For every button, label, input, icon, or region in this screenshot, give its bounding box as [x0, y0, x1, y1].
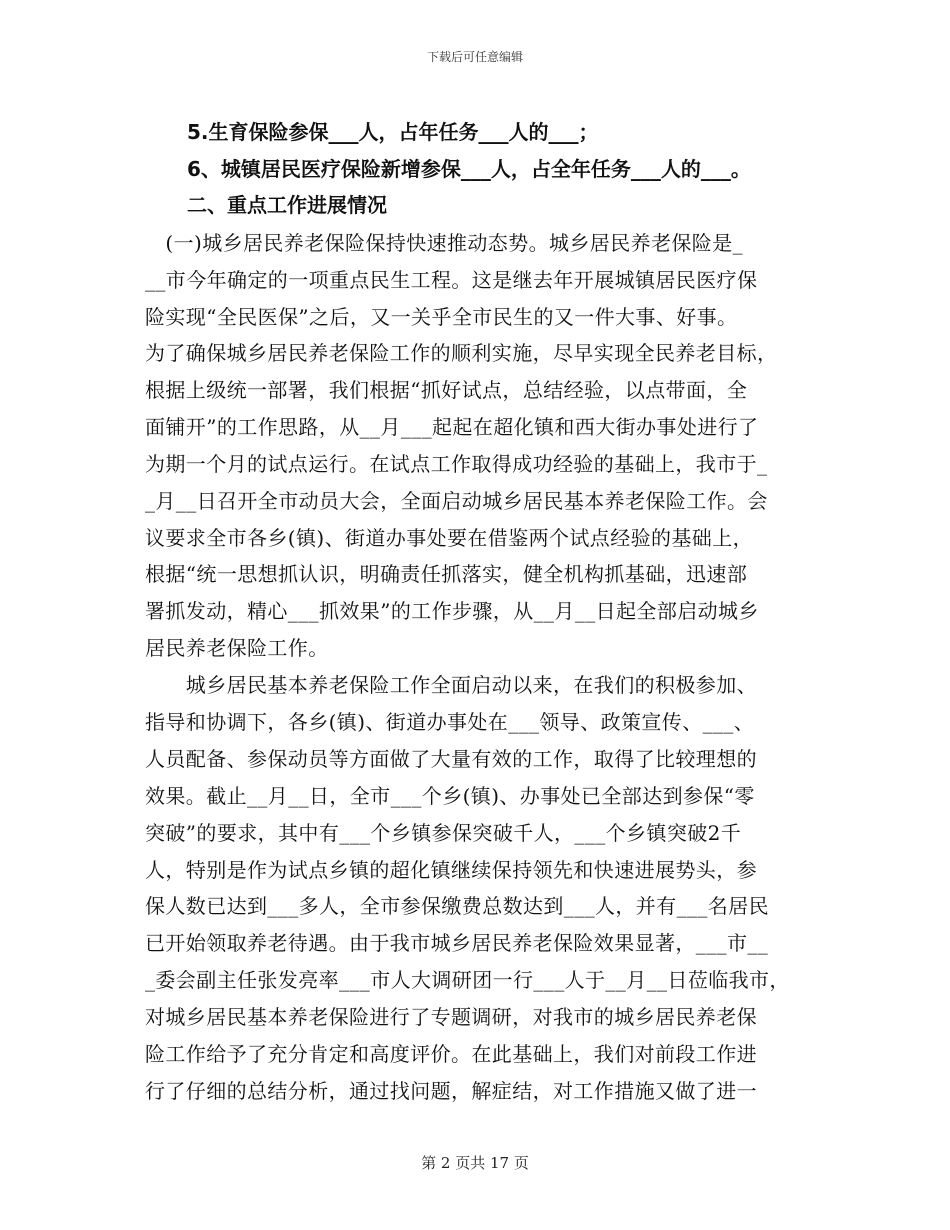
body-line: 根据上级统一部署，我们根据“抓好试点，总结经验，以点带面，全 [145, 378, 748, 402]
body-line: 险实现“全民医保”之后，又一关乎全市民生的又一件大事、好事。 [145, 305, 738, 329]
page-footer-page-number: 第 2 页共 17 页 [421, 1154, 529, 1172]
heading-urban-medical-insurance: 6、城镇居民医疗保险新增参保___人，占全年任务___人的___。 [187, 157, 751, 181]
body-line: 行了仔细的总结分析，通过找问题，解症结，对工作措施又做了进一 [145, 1079, 757, 1103]
body-line: 面铺开”的工作思路，从__月___起起在超化镇和西大街办事处进行了 [145, 415, 759, 439]
body-line: 居民养老保险工作。 [145, 636, 329, 660]
body-line: _委会副主任张发亮率___市人大调研团一行___人于__月__日莅临我市， [145, 968, 790, 992]
body-line: 人，特别是作为试点乡镇的超化镇继续保持领先和快速进展势头，参 [145, 858, 757, 882]
body-line: 人员配备、参保动员等方面做了大量有效的工作，取得了比较理想的 [145, 747, 757, 771]
heading-maternity-insurance: 5.生育保险参保___人，占年任务___人的___； [187, 120, 599, 144]
body-line: 为了确保城乡居民养老保险工作的顺利实施，尽早实现全民养老目标， [145, 341, 778, 365]
body-line: __市今年确定的一项重点民生工程。这是继去年开展城镇居民医疗保 [145, 268, 758, 292]
body-line: 突破”的要求，其中有___个乡镇参保突破千人，___个乡镇突破2千 [145, 821, 742, 845]
body-line: 城乡居民基本养老保险工作全面启动以来，在我们的积极参加、 [145, 673, 757, 697]
body-line: 指导和协调下，各乡(镇)、街道办事处在___领导、政策宣传、___、 [145, 710, 755, 734]
section-heading-key-work: 二、重点工作进展情况 [187, 193, 387, 217]
body-line: 对城乡居民基本养老保险进行了专题调研，对我市的城乡居民养老保 [145, 1005, 757, 1029]
body-line: _月__日召开全市动员大会，全面启动城乡居民基本养老保险工作。会 [145, 489, 768, 513]
body-line: 险工作给予了充分肯定和高度评价。在此基础上，我们对前段工作进 [145, 1042, 757, 1066]
body-line: 议要求全市各乡(镇)、街道办事处要在借鉴两个试点经验的基础上， [145, 526, 754, 550]
body-line: (一)城乡居民养老保险保持快速推动态势。城乡居民养老保险是_ [145, 231, 744, 255]
body-line: 署抓发动，精心___抓效果”的工作步骤，从__月__日起全部启动城乡 [145, 599, 759, 623]
body-line: 为期一个月的试点运行。在试点工作取得成功经验的基础上，我市于_ [145, 452, 768, 476]
body-line: 保人数已达到___多人，全市参保缴费总数达到___人，并有___名居民 [145, 894, 769, 918]
body-line: 根据“统一思想抓认识，明确责任抓落实，健全机构抓基础，迅速部 [145, 562, 748, 586]
body-line: 效果。截止__月__日，全市___个乡(镇)、办事处已全部达到参保“零 [145, 784, 755, 808]
body-line: 已开始领取养老待遇。由于我市城乡居民养老保险效果显著，___市__ [145, 931, 769, 955]
page-header: 下载后可任意编辑 [426, 50, 523, 64]
